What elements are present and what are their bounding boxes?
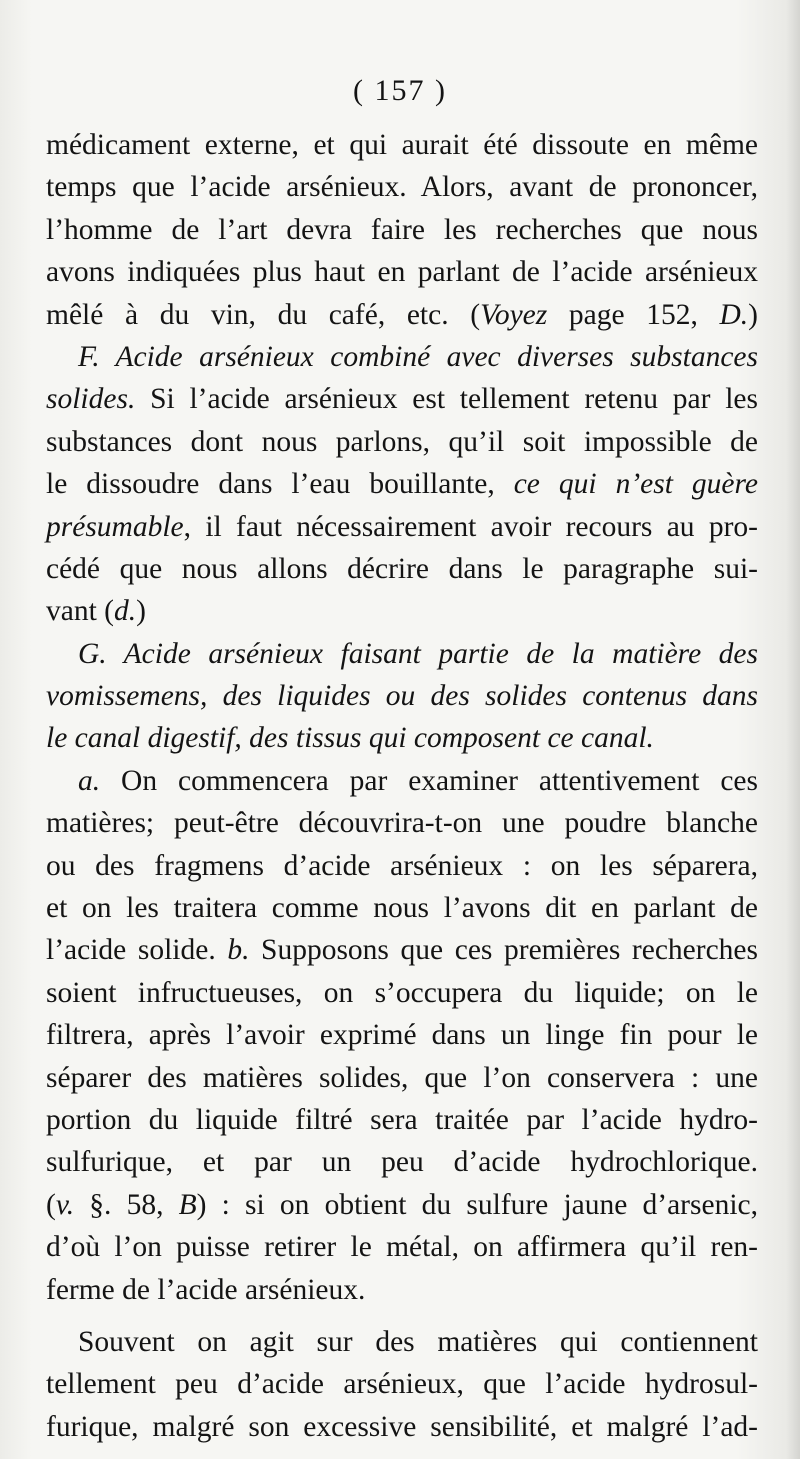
text-line [46,1057,758,1099]
text-line [46,929,758,971]
text-line [46,251,758,293]
text-run: l’homme de l’art devra faire les recherches que nous [46,213,758,246]
italic-run: présumable [46,510,184,543]
text-line [46,1014,758,1056]
text-line [46,124,758,166]
italic-run: d. [114,595,137,628]
text-line [46,675,758,717]
text-run: ) [748,298,758,331]
text-line [46,548,758,590]
text-run: d’où l’on puisse retirer le métal, on affirmera qu’il ren- [46,1231,758,1264]
text-run: tellement peu d’acide arsénieux, que l’acide hydrosul- [46,1368,758,1401]
text-line [46,845,758,887]
text-run: page 152, [547,298,720,331]
text-run: filtrera, après l’avoir exprimé dans un linge fin pour le [46,1019,758,1052]
text-run: ferme de l’acide arsénieux. [46,1273,366,1306]
text-run: avons indiquées plus haut en parlant de l’acide arsénieux [46,256,758,289]
text-run: temps que l’acide arsénieux. Alors, avant de prononcer, [46,171,758,204]
text-line [46,717,758,759]
text-run: mêlé à du vin, du café, etc. ( [46,298,481,331]
text-line [46,972,758,1014]
text-run: substances dont nous parlons, qu’il soit impossible de [46,425,758,458]
text-run: le dissoudre dans l’eau bouillante, [46,468,514,501]
italic-run: G. Acide arsénieux faisant partie de la matière des [78,637,758,670]
text-run: portion du liquide filtré sera traitée par l’acide hydro- [46,1103,758,1136]
text-line [46,1099,758,1141]
italic-run: ce qui n’est guère [513,468,758,501]
italic-run: solides. [46,383,136,416]
italic-run: a. [78,764,101,797]
italic-run: Voyez [480,298,548,331]
text-run: vant ( [46,595,114,628]
text-line [46,166,758,208]
italic-run: D. [719,298,749,331]
text-run: ) : si on obtient du sulfure jaune d’arsenic, [196,1188,758,1221]
text-line [46,421,758,463]
text-line [46,887,758,929]
text-run: Souvent on agit sur des matières qui contiennent [78,1325,758,1358]
text-run: , il faut nécessairement avoir recours au pro- [183,510,758,543]
italic-run: b. [227,934,250,967]
text-run: matières; peut-être découvrira-t-on une poudre blanche [46,807,758,840]
text-run: soient infructueuses, on s’occupera du liquide; on le [46,976,758,1009]
text-run: Si l’acide arsénieux est tellement retenu par les [135,383,758,416]
italic-run: vomissemens, des liquides ou des solides contenus dans [46,680,758,713]
text-line [46,1141,758,1183]
text-line [46,1226,758,1268]
text-run: et on les traitera comme nous l’avons dit en parlant de [46,892,758,925]
text-line [46,1321,758,1363]
text-line [46,463,758,505]
text-line [46,506,758,548]
text-line [46,1406,758,1448]
text-run: On commencera par examiner attentivement ces [100,764,758,797]
body-text [46,124,758,1448]
text-line [46,1269,758,1311]
text-line [46,294,758,336]
text-line [46,209,758,251]
page-edge-shadow [786,0,800,1459]
text-run: l’acide solide. [46,934,228,967]
text-run: furique, malgré son excessive sensibilité, et malgré l’ad- [46,1410,758,1443]
italic-run: v. [55,1188,75,1221]
text-line [46,802,758,844]
section-heading-f [46,336,758,378]
text-run: ( [46,1188,56,1221]
text-line [46,760,758,802]
text-line [46,1363,758,1405]
text-line [46,1184,758,1226]
page-number: ( 157 ) [353,74,447,107]
text-run: ) [136,595,146,628]
text-run: Supposons que ces premières recherches [249,934,758,967]
italic-run: B [178,1188,197,1221]
text-line [46,378,758,420]
section-heading-g [46,633,758,675]
text-run: séparer des matières solides, que l’on conservera : une [46,1061,758,1094]
text-line [46,590,758,632]
text-run: ou des fragmens d’acide arsénieux : on les séparera, [46,849,758,882]
text-run: médicament externe, et qui aurait été dissoute en même [46,129,758,161]
text-run: cédé que nous allons décrire dans le paragraphe sui- [46,552,758,585]
italic-run: le canal digestif, des tissus qui composent ce canal. [46,722,654,755]
text-run: §. 58, [74,1188,179,1221]
italic-run: F. Acide arsénieux combiné avec diverses substances [78,340,758,373]
text-run: sulfurique, et par un peu d’acide hydrochlorique. [46,1146,758,1179]
